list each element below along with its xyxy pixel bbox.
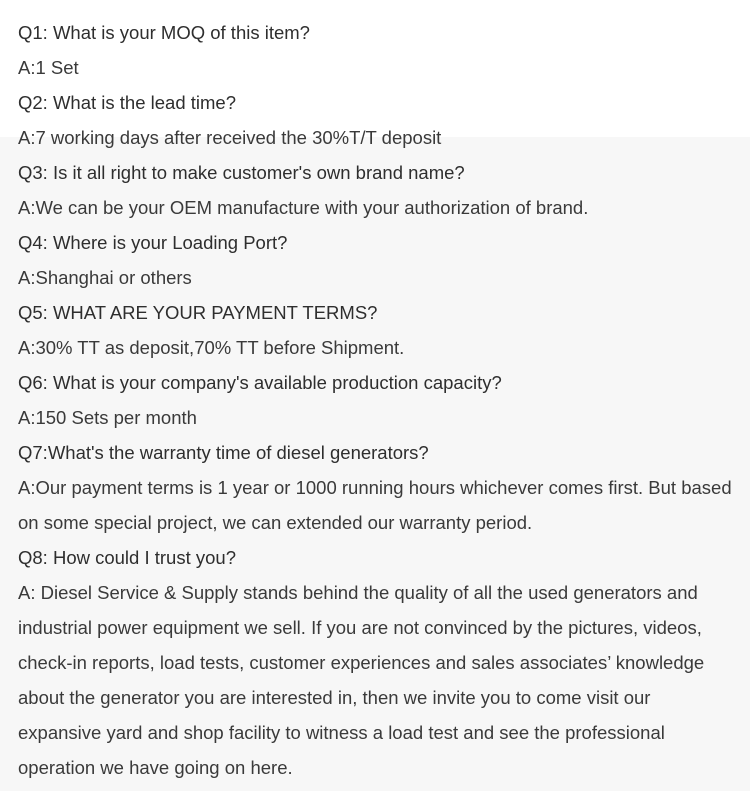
faq-question-4: Q4: Where is your Loading Port? [18,232,288,253]
faq-answer-8: A: Diesel Service & Supply stands behind the quality of all the used generators and industrial power equipment we sell. If you are not convinced by the pictures, videos, check-in reports, load tests, customer experiences and sales associates’ knowledge about the generator you are interested in, then we invite you to come visit our expansive yard and shop facility to witness a load test and see the professional operation we have going on here. [18,582,705,778]
faq-question-7: Q7:What's the warranty time of diesel generators? [18,442,429,463]
faq-question-3: Q3: Is it all right to make customer's own brand name? [18,162,465,183]
faq-answer-4: A:Shanghai or others [18,267,192,288]
faq-answer-7: A:Our payment terms is 1 year or 1000 running hours whichever comes first. But based on some special project, we can extended our warranty period. [18,477,732,533]
faq-question-1: Q1: What is your MOQ of this item? [18,22,310,43]
faq-question-6: Q6: What is your company's available production capacity? [18,372,502,393]
faq-answer-6: A:150 Sets per month [18,407,197,428]
faq-question-2: Q2: What is the lead time? [18,92,236,113]
faq-answer-5: A:30% TT as deposit,70% TT before Shipment. [18,337,405,358]
faq-list [18,15,738,785]
faq-answer-3: A:We can be your OEM manufacture with your authorization of brand. [18,197,589,218]
faq-answer-2: A:7 working days after received the 30%T/T deposit [18,127,442,148]
faq-question-8: Q8: How could I trust you? [18,547,236,568]
faq-question-5: Q5: WHAT ARE YOUR PAYMENT TERMS? [18,302,378,323]
faq-answer-1: A:1 Set [18,57,79,78]
